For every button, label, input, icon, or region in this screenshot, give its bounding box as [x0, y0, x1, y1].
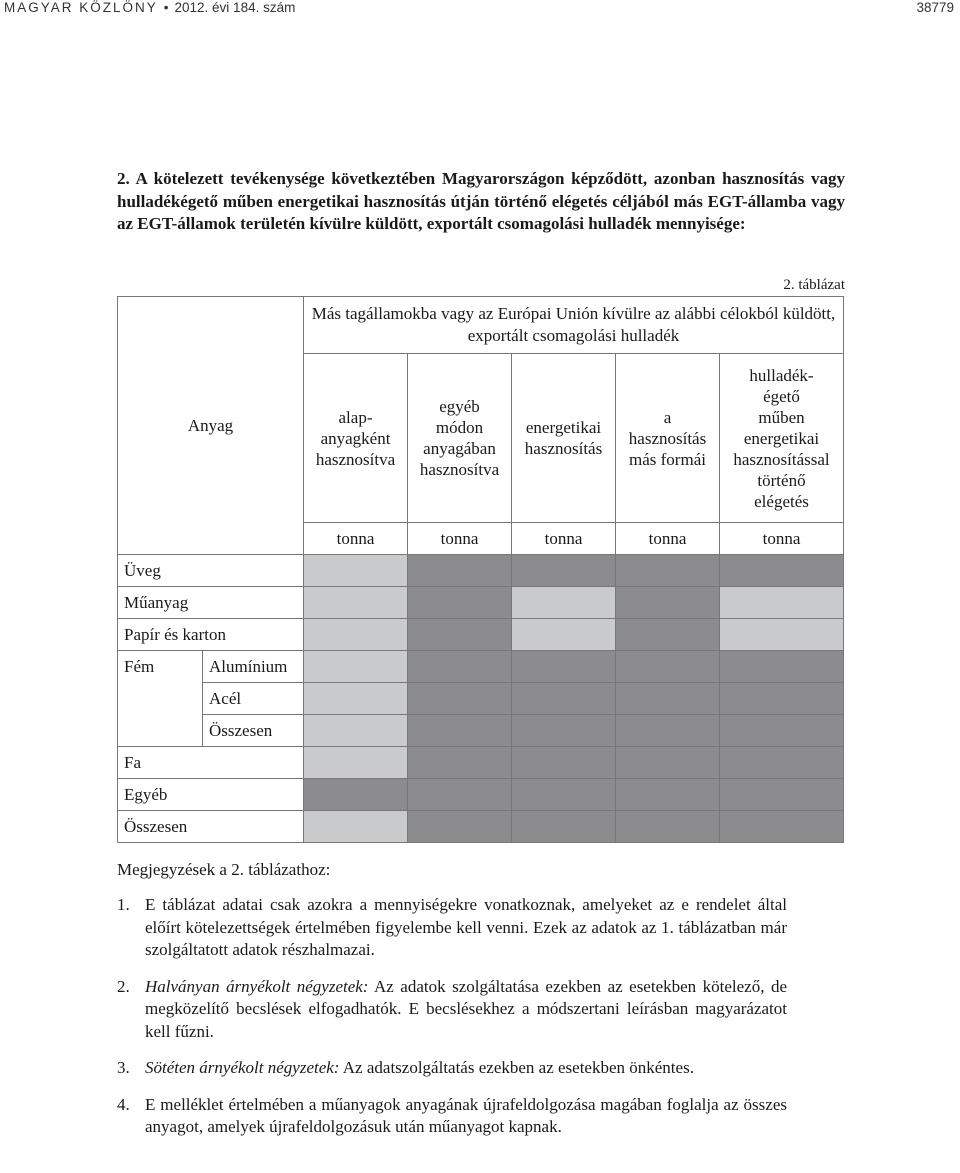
- light-shaded-cell[interactable]: [720, 619, 844, 651]
- dark-shaded-cell[interactable]: [720, 779, 844, 811]
- dark-shaded-cell[interactable]: [512, 747, 616, 779]
- dark-shaded-cell[interactable]: [512, 651, 616, 683]
- row-label-muanyag: Műanyag: [118, 587, 304, 619]
- row-label-uveg: Üveg: [118, 555, 304, 587]
- fem-group-spacer: [118, 715, 203, 747]
- note-text: Az adatok szolgáltatása ezekben az esetekben kötelező, de megközelítő becslések elfogadhatók. E becslésekhez a módszertani leírásban magyarázatot kell fűzni.: [145, 976, 787, 1041]
- bullet-separator: •: [163, 0, 169, 15]
- dark-shaded-cell[interactable]: [408, 683, 512, 715]
- row-label-fa: Fa: [118, 747, 304, 779]
- unit-cell: tonna: [512, 523, 616, 555]
- note-text: Az adatszolgáltatás ezekben az esetekben önkéntes.: [342, 1058, 694, 1077]
- dark-shaded-cell[interactable]: [304, 779, 408, 811]
- note-item: [117, 1057, 787, 1080]
- dark-shaded-cell[interactable]: [408, 651, 512, 683]
- issue-info: 2012. évi 184. szám: [174, 0, 296, 15]
- dark-shaded-cell[interactable]: [720, 811, 844, 843]
- publication-name: MAGYAR KÖZLÖNY: [4, 0, 158, 15]
- note-text: E táblázat adatai csak azokra a mennyiségekre vonatkoznak, amelyeket az e rendelet által előírt kötelezettségek értelmében figyelembe kell venni. Ezek az adatok az 1. táblázatban már szolgáltatott adatok részhalmazai.: [145, 895, 787, 959]
- column-header: a hasznosítás más formái: [616, 354, 720, 523]
- row-label-egyeb: Egyéb: [118, 779, 304, 811]
- col-header-line: alap-: [338, 407, 373, 427]
- light-shaded-cell[interactable]: [304, 619, 408, 651]
- dark-shaded-cell[interactable]: [720, 715, 844, 747]
- dark-shaded-cell[interactable]: [616, 619, 720, 651]
- light-shaded-cell[interactable]: [720, 587, 844, 619]
- dark-shaded-cell[interactable]: [408, 779, 512, 811]
- dark-shaded-cell[interactable]: [720, 683, 844, 715]
- light-shaded-cell[interactable]: [512, 587, 616, 619]
- note-number: 3.: [117, 1058, 130, 1077]
- dark-shaded-cell[interactable]: [408, 619, 512, 651]
- unit-cell: tonna: [408, 523, 512, 555]
- light-shaded-cell[interactable]: [304, 715, 408, 747]
- unit-cell: tonna: [616, 523, 720, 555]
- dark-shaded-cell[interactable]: [408, 747, 512, 779]
- dark-shaded-cell[interactable]: [616, 779, 720, 811]
- page-number: 38779: [916, 0, 954, 15]
- notes-section: [117, 860, 787, 1153]
- dark-shaded-cell[interactable]: [616, 651, 720, 683]
- light-shaded-cell[interactable]: [512, 619, 616, 651]
- row-label-acel: Acél: [203, 683, 304, 715]
- dark-shaded-cell[interactable]: [408, 811, 512, 843]
- column-header: egyéb módon anyagában hasznosítva: [408, 354, 512, 523]
- light-shaded-cell[interactable]: [304, 587, 408, 619]
- dark-shaded-cell[interactable]: [616, 715, 720, 747]
- light-shaded-cell[interactable]: [304, 555, 408, 587]
- fem-group-spacer: [118, 683, 203, 715]
- dark-shaded-cell[interactable]: [616, 587, 720, 619]
- dark-shaded-cell[interactable]: [408, 555, 512, 587]
- dark-shaded-cell[interactable]: [512, 555, 616, 587]
- row-label-papir: Papír és karton: [118, 619, 304, 651]
- waste-table: [117, 296, 844, 843]
- group-header: Más tagállamokba vagy az Európai Unión kívülre az alábbi célokból küldött, exportált csomagolási hulladék: [304, 297, 844, 354]
- note-italic: Sötéten árnyékolt négyzetek:: [145, 1058, 340, 1077]
- column-header: alap- anyagként hasznosítva: [304, 354, 408, 523]
- unit-cell: tonna: [304, 523, 408, 555]
- row-label-aluminium: Alumínium: [203, 651, 304, 683]
- light-shaded-cell[interactable]: [304, 651, 408, 683]
- anyag-header: Anyag: [118, 297, 304, 555]
- note-number: 1.: [117, 895, 130, 914]
- dark-shaded-cell[interactable]: [616, 747, 720, 779]
- dark-shaded-cell[interactable]: [616, 683, 720, 715]
- note-number: 4.: [117, 1094, 130, 1114]
- column-header: energetikai hasznosítás: [512, 354, 616, 523]
- section-title: 2. A kötelezett tevékenysége következtében Magyarországon képződött, azonban hasznosítás vagy hulladékégető műben energetikai hasznosítás útján történő elégetés céljából más EGT-államba vagy az EGT-államok területén kívülre küldött, exportált csomagolási hulladék mennyisége:: [117, 169, 845, 233]
- dark-shaded-cell[interactable]: [408, 587, 512, 619]
- row-label-osszesen: Összesen: [118, 811, 304, 843]
- dark-shaded-cell[interactable]: [512, 715, 616, 747]
- column-header: hulladék- égető műben energetikai hasznosítással történő elégetés: [720, 354, 844, 523]
- note-item: [117, 1094, 787, 1139]
- light-shaded-cell[interactable]: [304, 683, 408, 715]
- dark-shaded-cell[interactable]: [512, 683, 616, 715]
- note-text: E melléklet értelmében a műanyagok anyagának újrafeldolgozása magában foglalja az összes anyagot, amelyek újrafeldolgozásuk után műanyagot kapnak.: [145, 1094, 787, 1136]
- note-italic: Halványan árnyékolt négyzetek:: [145, 976, 369, 996]
- notes-title: Megjegyzések a 2. táblázathoz:: [117, 860, 331, 879]
- dark-shaded-cell[interactable]: [616, 811, 720, 843]
- light-shaded-cell[interactable]: [304, 747, 408, 779]
- dark-shaded-cell[interactable]: [512, 811, 616, 843]
- note-number: 2.: [117, 976, 130, 996]
- unit-cell: tonna: [720, 523, 844, 555]
- dark-shaded-cell[interactable]: [512, 779, 616, 811]
- dark-shaded-cell[interactable]: [616, 555, 720, 587]
- light-shaded-cell[interactable]: [304, 811, 408, 843]
- row-label-fem: Fém: [118, 651, 203, 683]
- running-header: [4, 0, 295, 15]
- dark-shaded-cell[interactable]: [720, 747, 844, 779]
- note-item: [117, 894, 787, 962]
- dark-shaded-cell[interactable]: [720, 651, 844, 683]
- note-item: [117, 976, 787, 1044]
- row-label-fem-osszesen: Összesen: [203, 715, 304, 747]
- dark-shaded-cell[interactable]: [408, 715, 512, 747]
- dark-shaded-cell[interactable]: [720, 555, 844, 587]
- table-label: 2. táblázat: [783, 277, 845, 293]
